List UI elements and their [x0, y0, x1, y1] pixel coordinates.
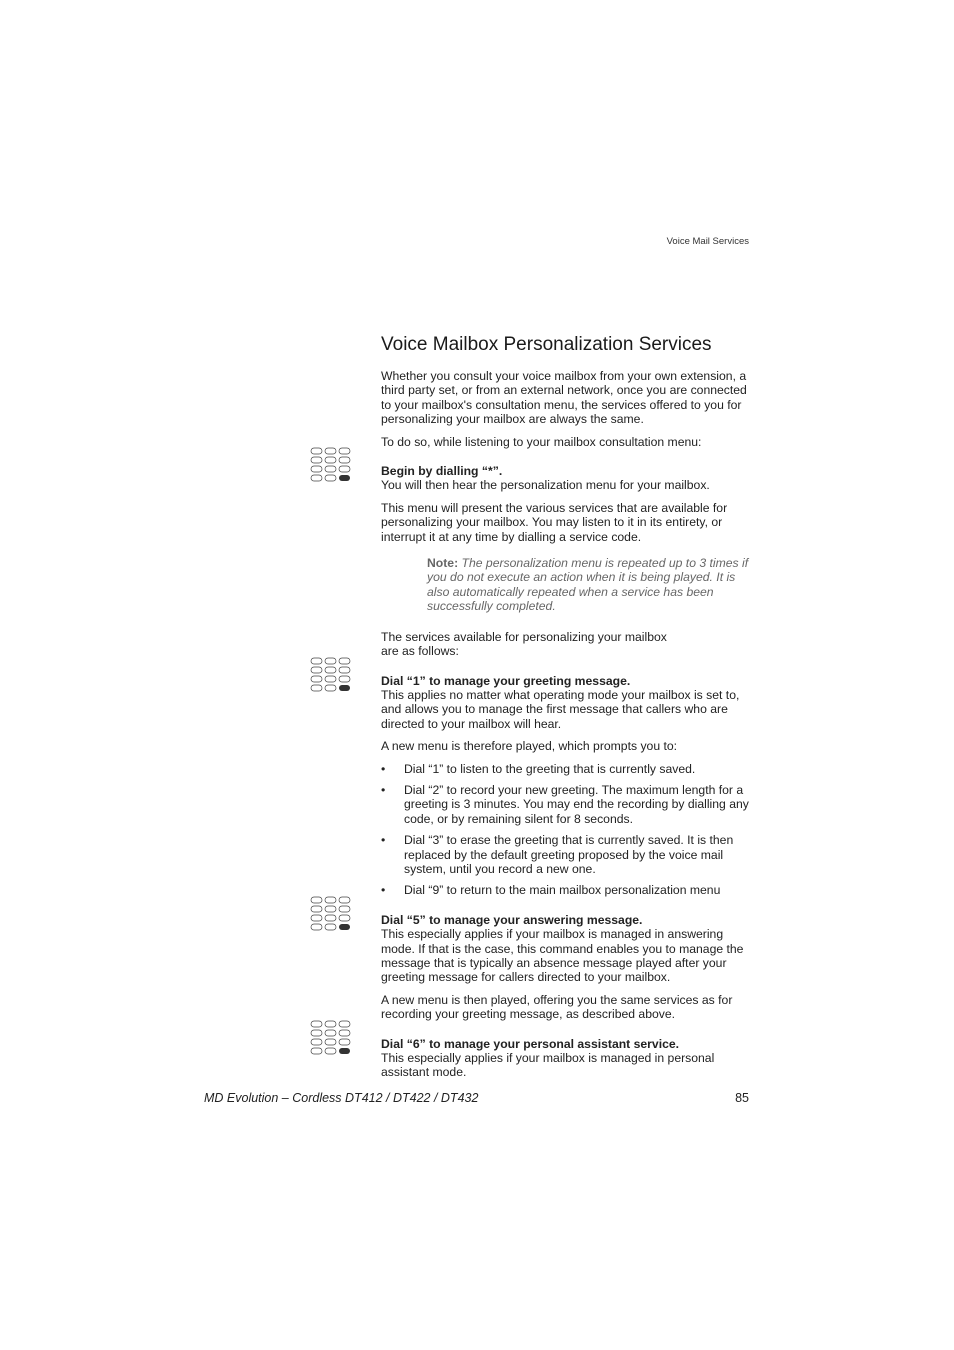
step-lead: Begin by dialling “*”.: [381, 464, 503, 479]
keypad-icon: [310, 657, 352, 693]
page-title: Voice Mailbox Personalization Services: [381, 334, 712, 355]
step-dial-1: [381, 674, 749, 898]
footer-document-title: MD Evolution – Cordless DT412 / DT422 / DT432: [204, 1091, 479, 1105]
running-header: Voice Mail Services: [666, 236, 749, 247]
page-content: [381, 334, 749, 1088]
menu-options-list: [381, 762, 749, 898]
keypad-icon: [310, 447, 352, 483]
note-box: [427, 556, 749, 614]
step-lead: Dial “1” to manage your greeting message.: [381, 673, 631, 688]
list-item: • Dial “1” to listen to the greeting that is currently saved.: [381, 762, 749, 776]
keypad-icon: [310, 1020, 352, 1056]
step-dial-star: [381, 464, 749, 544]
step-text: This especially applies if your mailbox is managed in personal assistant mode.: [381, 1051, 715, 1080]
footer-page-number: 85: [735, 1091, 749, 1105]
intro-paragraph: Whether you consult your voice mailbox from your own extension, a third party set, or from an external network, once you are connected to your mailbox's consultation menu, the services offered to you for personalizing your mailbox are always the same.: [381, 369, 747, 427]
step-text: You will then hear the personalization menu for your mailbox.: [381, 478, 710, 493]
step-text: This especially applies if your mailbox is managed in answering mode. If that is the case, this command enables you to manage the message that is typically an absence message played after your greeting message for callers directed to your mailbox.: [381, 927, 744, 985]
step-text: This applies no matter what operating mode your mailbox is set to, and allows you to manage the first message that callers who are directed to your mailbox will hear.: [381, 687, 740, 731]
services-intro: The services available for personalizing your mailbox are as follows:: [381, 629, 667, 659]
step-extra: This menu will present the various services that are available for personalizing your mailbox. You may listen to it in its entirety, or interrupt it at any time by dialling a service code.: [381, 500, 728, 544]
list-item: • Dial “2” to record your new greeting. The maximum length for a greeting is 3 minutes. You may end the recording by dialling any code, or by remaining silent for 8 seconds.: [381, 783, 749, 826]
list-item: • Dial “9” to return to the main mailbox personalization menu: [381, 883, 749, 897]
step-dial-5: [381, 913, 749, 1022]
note-text: The personalization menu is repeated up to 3 times if you do not execute an action when it is being played. It is also automatically repeated when a service has been successfully completed.: [427, 556, 749, 614]
step-lead: Dial “5” to manage your answering message.: [381, 912, 643, 927]
step-extra: A new menu is then played, offering you the same services as for recording your greeting message, as described above.: [381, 992, 733, 1022]
note-label: Note:: [427, 556, 459, 571]
step-lead: Dial “6” to manage your personal assistant service.: [381, 1036, 680, 1051]
keypad-icon: [310, 896, 352, 932]
intro-instruction: To do so, while listening to your mailbox consultation menu:: [381, 434, 702, 449]
step-dial-6: [381, 1037, 749, 1080]
list-item: • Dial “3” to erase the greeting that is currently saved. It is then replaced by the default greeting proposed by the voice mail system, until you record a new one.: [381, 833, 749, 876]
menu-intro: A new menu is therefore played, which prompts you to:: [381, 739, 678, 754]
